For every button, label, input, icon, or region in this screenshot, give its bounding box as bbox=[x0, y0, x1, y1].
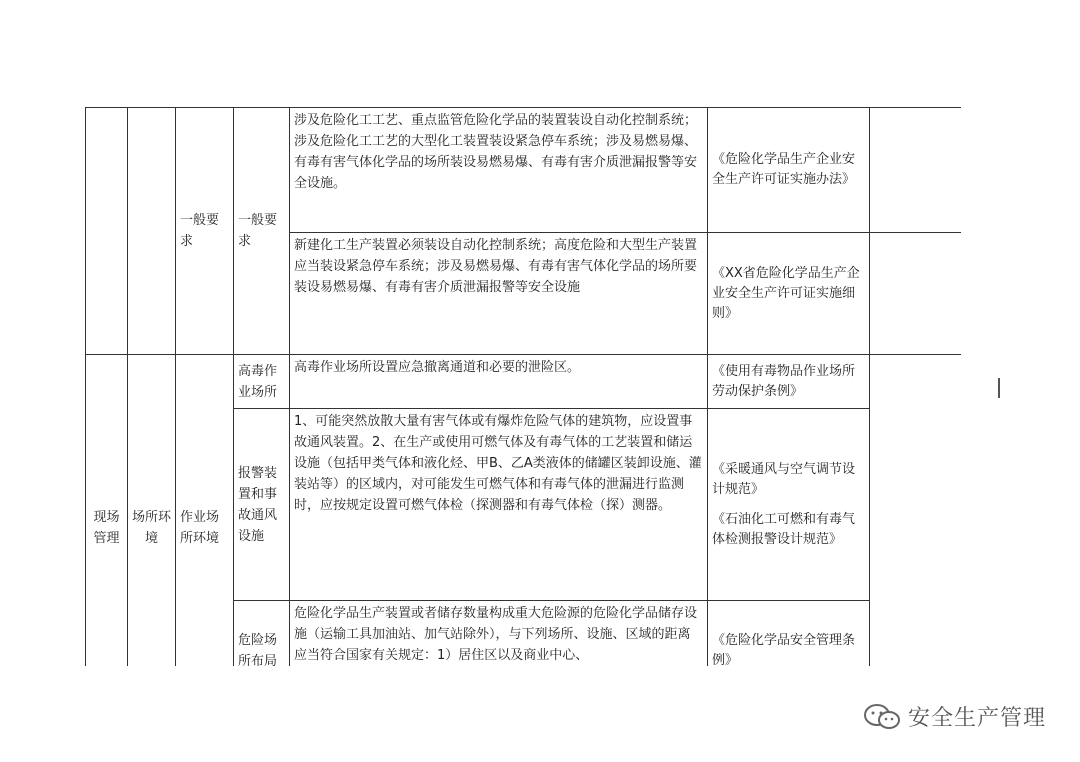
item-cell: 高毒作业场所 bbox=[234, 355, 290, 409]
content-cell: 涉及危险化工工艺、重点监管危险化学品的装置装设自动化控制系统；涉及危险化工工艺的大型化工装置装设紧急停车系统；涉及易燃易爆、有毒有害气体化学品的场所装设易燃易爆、有毒有害介质泄漏报警等安全设施。 bbox=[290, 108, 708, 233]
table-row bbox=[86, 108, 962, 233]
item-cell: 报警装置和事故通风设施 bbox=[234, 409, 290, 601]
remark-cell bbox=[870, 108, 962, 233]
remark-cell bbox=[870, 355, 962, 667]
reference-cell: 《使用有毒物品作业场所劳动保护条例》 bbox=[708, 355, 870, 409]
reference-cell bbox=[708, 409, 870, 601]
content-cell: 1、可能突然放散大量有害气体或有爆炸危险气体的建筑物，应设置事故通风装置。2、在生产或使用可燃气体及有毒气体的工艺装置和储运设施（包括甲类气体和液化烃、甲B、乙A类液体的储罐区装卸设施、灌装站等）的区域内，对可能发生可燃气体和有毒气体的泄漏进行监测时，应按规定设置可燃气体检（探测器和有毒气体检（探）测器。 bbox=[290, 409, 708, 601]
section-cell-site: 作业场所环境 bbox=[176, 355, 234, 667]
item-cell: 危险场所布局 bbox=[234, 601, 290, 667]
section-cell-general: 一般要求 bbox=[176, 108, 234, 355]
scroll-edge-mark bbox=[998, 378, 1004, 398]
item-cell: 一般要求 bbox=[234, 108, 290, 355]
category-cell-blank bbox=[86, 108, 128, 355]
reference-text-2: 《石油化工可燃和有毒气体检测报警设计规范》 bbox=[712, 511, 856, 547]
subcategory-cell-blank bbox=[128, 108, 176, 355]
table-row bbox=[86, 355, 962, 409]
regulation-table bbox=[85, 107, 961, 666]
brand-watermark bbox=[862, 701, 1046, 732]
regulation-table-container bbox=[85, 107, 961, 666]
content-cell: 高毒作业场所设置应急撤离通道和必要的泄险区。 bbox=[290, 355, 708, 409]
brand-name: 安全生产管理 bbox=[907, 706, 1046, 731]
reference-cell: 《XX省危险化学品生产企业安全生产许可证实施细则》 bbox=[708, 233, 870, 355]
reference-cell: 《危险化学品安全管理条例》 bbox=[708, 601, 870, 667]
content-cell: 危险化学品生产装置或者储存数量构成重大危险源的危险化学品储存设施（运输工具加油站、加气站除外），与下列场所、设施、区域的距离应当符合国家有关规定：1）居住区以及商业中心、 bbox=[290, 601, 708, 667]
subcategory-cell: 场所环境 bbox=[128, 355, 176, 667]
reference-text-1: 《采暖通风与空气调节设计规范》 bbox=[712, 461, 856, 497]
wechat-icon bbox=[862, 702, 902, 732]
remark-cell bbox=[870, 233, 962, 355]
content-cell: 新建化工生产装置必须装设自动化控制系统；高度危险和大型生产装置应当装设紧急停车系统；涉及易燃易爆、有毒有害气体化学品的场所要装设易燃易爆、有毒有害介质泄漏报警等安全设施 bbox=[290, 233, 708, 355]
reference-cell: 《危险化学品生产企业安全生产许可证实施办法》 bbox=[708, 108, 870, 233]
category-cell: 现场管理 bbox=[86, 355, 128, 667]
